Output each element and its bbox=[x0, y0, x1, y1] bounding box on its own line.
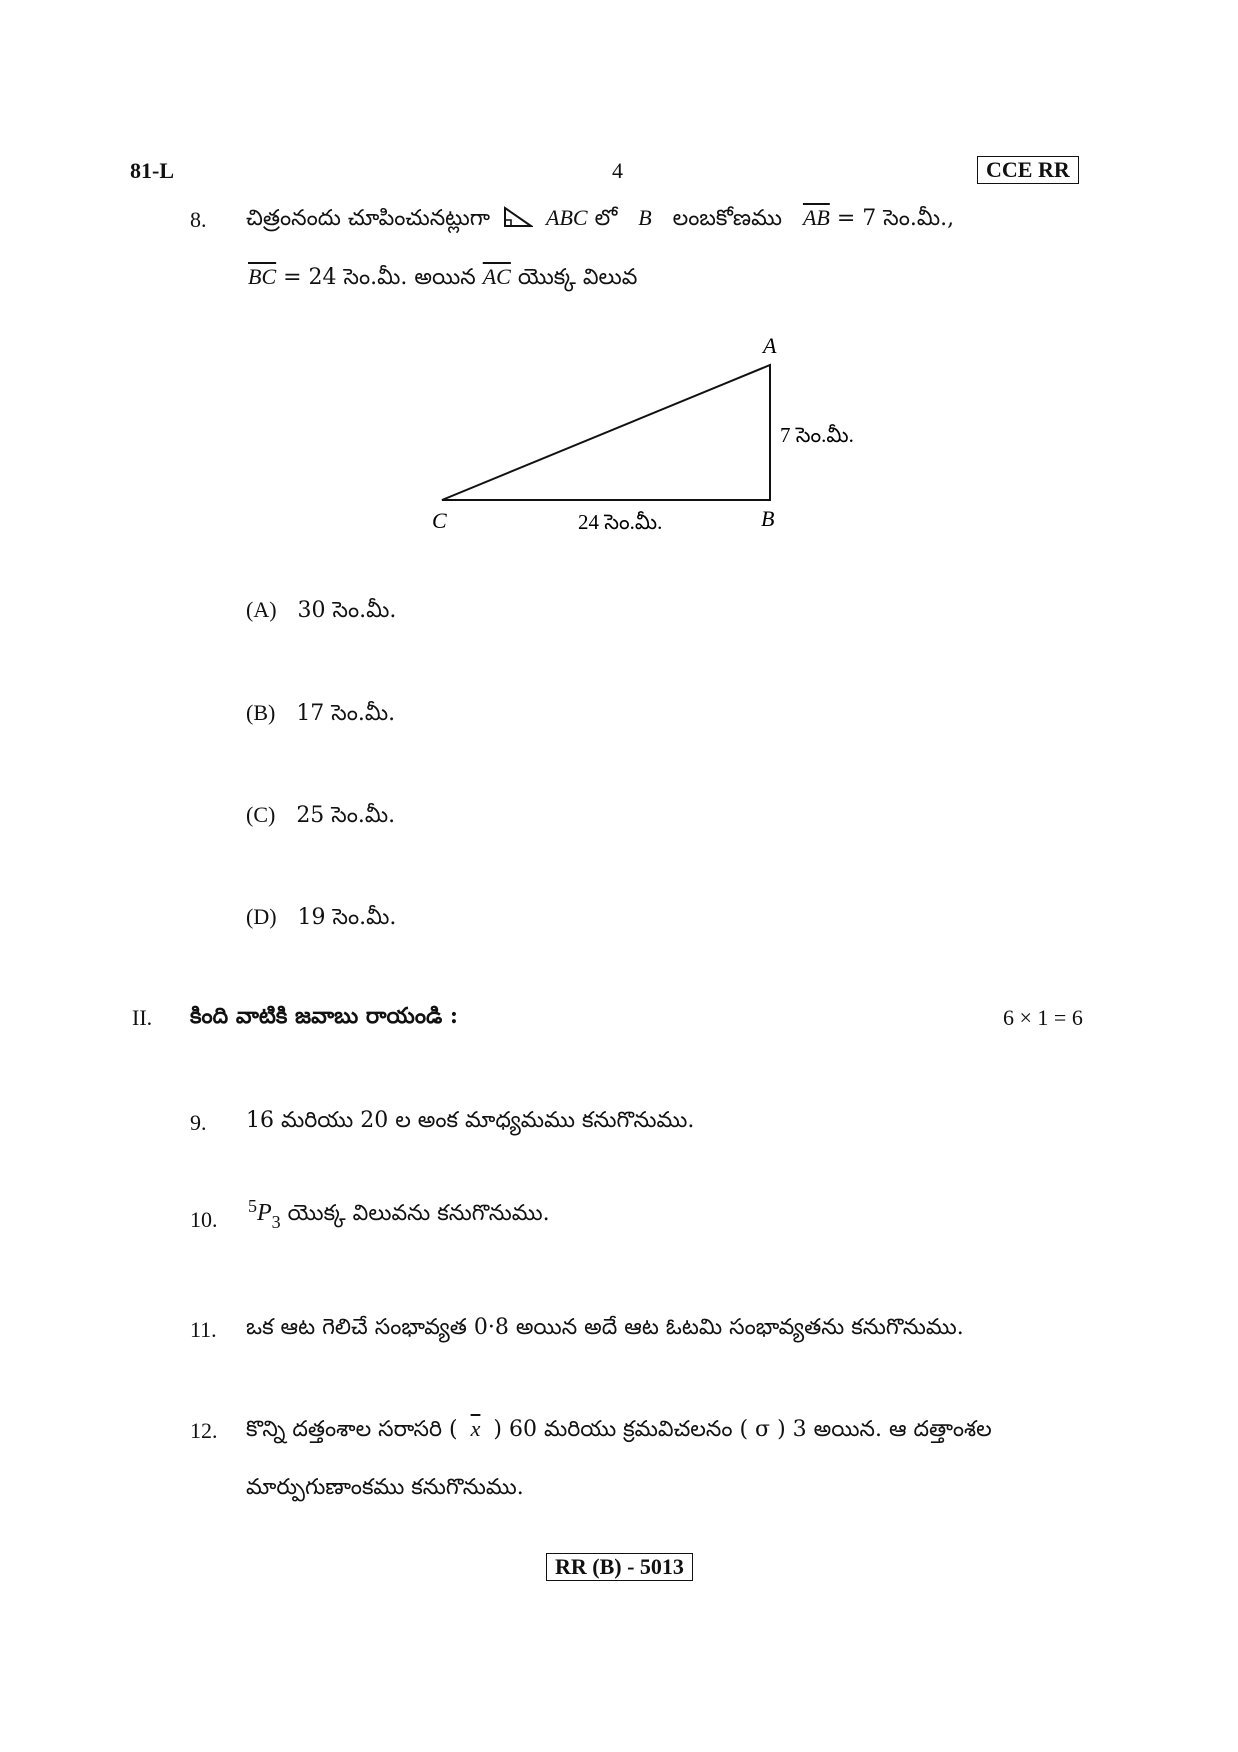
side-bc-label: 24 సెం.మీ. bbox=[578, 510, 663, 534]
side-ab-label: 7 సెం.మీ. bbox=[780, 423, 854, 447]
question-11-number: 11. bbox=[190, 1317, 217, 1342]
vertex-b-label: B bbox=[761, 506, 775, 531]
page-number: 4 bbox=[612, 158, 623, 183]
vertex-a-label: A bbox=[763, 333, 777, 358]
question-10-number: 10. bbox=[190, 1207, 218, 1232]
question-9-number: 9. bbox=[190, 1110, 207, 1135]
section-2-marks: 6 × 1 = 6 bbox=[1003, 1005, 1083, 1030]
question-9-text: 16 మరియు 20 ల అంక మాధ్యమము కనుగొనుము. bbox=[246, 1108, 695, 1133]
question-12-number: 12. bbox=[190, 1418, 218, 1443]
option-d: (D) 19 సెం.మీ. bbox=[246, 904, 397, 930]
question-8-number: 8. bbox=[190, 207, 207, 232]
option-a: (A) 30 సెం.మీ. bbox=[246, 597, 397, 623]
question-8-line-2: $\overline{BC} = 24$ సెం.మీ. అయిన $\overline{AC}$ యొక్క విలువ bbox=[248, 264, 638, 290]
question-8-line-1: చిత్రంనందు చూపించునట్లుగా ABC లో B లంబకోణము $\overline{AB} = 7$ సెం.మీ., bbox=[246, 205, 954, 236]
vertex-c-label: C bbox=[432, 508, 447, 533]
question-12-line-2: మార్పుగుణాంకము కనుగొనుము. bbox=[246, 1475, 524, 1500]
section-2-label: II. bbox=[132, 1005, 153, 1030]
question-11-text: ఒక ఆట గెలిచే సంభావ్యత 0·8 అయిన అదే ఆట ఓటమి సంభావ్యతను కనుగొనుము. bbox=[246, 1315, 964, 1340]
section-2-title: కింది వాటికి జవాబు రాయండి : bbox=[190, 1003, 459, 1029]
question-10-text: $^5P_3$ యొక్క విలువను కనుగొనుము. bbox=[248, 1196, 550, 1232]
option-b: (B) 17 సెం.మీ. bbox=[246, 700, 396, 726]
right-triangle-icon bbox=[503, 206, 533, 234]
triangle-figure bbox=[420, 330, 880, 540]
exam-badge: CCE RR bbox=[977, 156, 1079, 184]
paper-code: 81-L bbox=[130, 158, 174, 183]
triangle-shape bbox=[442, 365, 770, 500]
question-12-line-1: కొన్ని దత్తంశాల సరాసరి ( $\overline{x}$ ) 60 మరియు క్రమవిచలనం ( σ ) 3 అయిన. ఆ దత్తాంశల bbox=[246, 1416, 992, 1442]
footer-code: RR (B) - 5013 bbox=[546, 1553, 693, 1581]
option-c: (C) 25 సెం.మీ. bbox=[246, 802, 396, 828]
